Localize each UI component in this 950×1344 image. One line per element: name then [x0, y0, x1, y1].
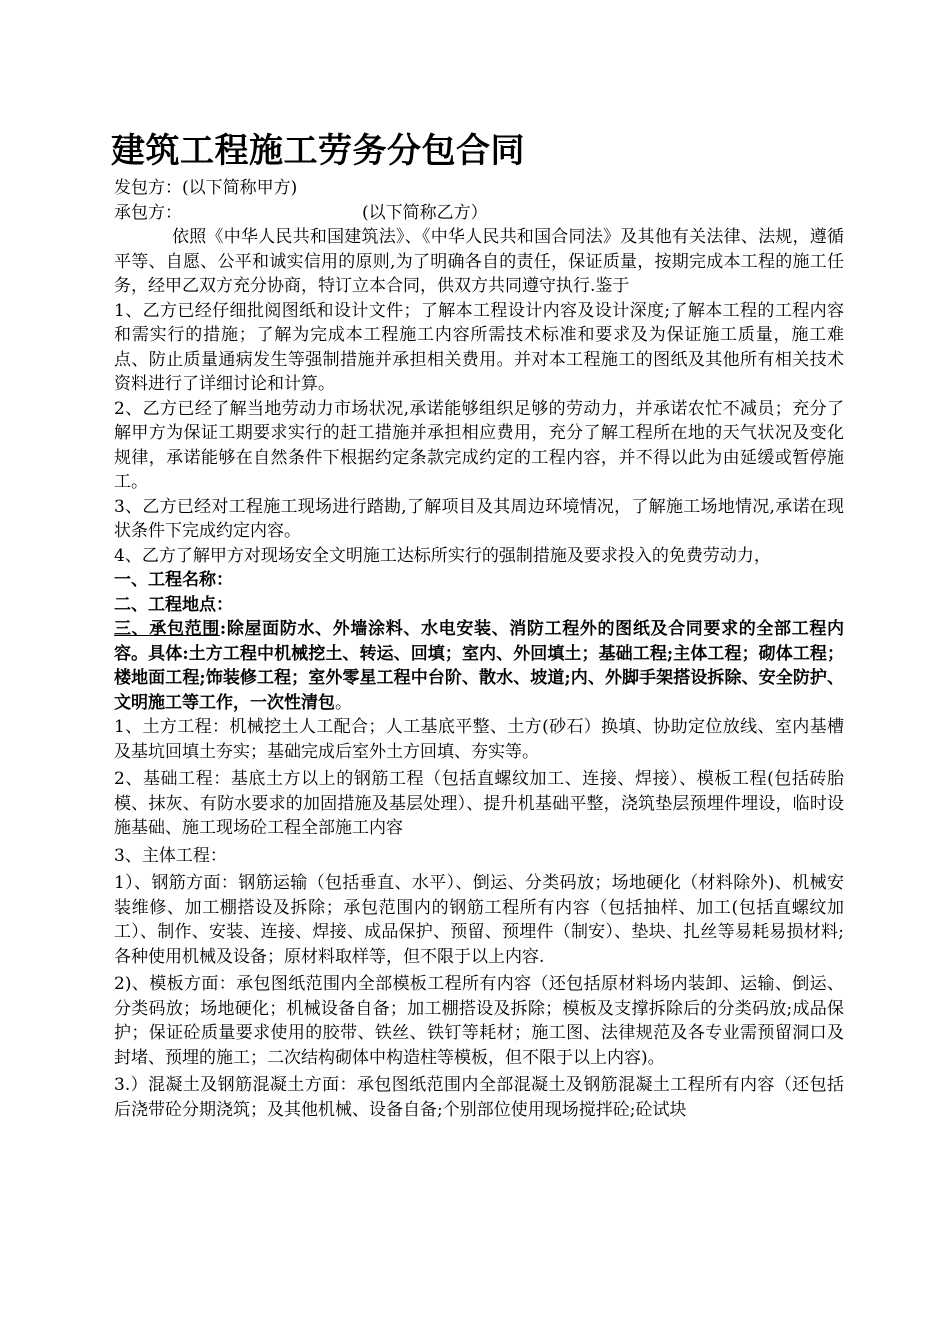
- scope-main-structure: 3、主体工程：: [114, 845, 227, 866]
- section-project-location: 二、工程地点：: [114, 594, 233, 615]
- section-scope-end: 。: [335, 692, 352, 713]
- document-title: 建筑工程施工劳务分包合同: [111, 131, 525, 171]
- recital-2: 2、乙方已经了解当地劳动力市场状况,承诺能够组织足够的劳动力，并承诺农忙不减员；充分了解甲方为保证工期要求实行的赶工措施并承担相应费用，充分了解工程所在地的天气状况及变化规律，承诺能够在自然条件下根据约定条款完成约定的工程内容，并不得以此为由延缓或暂停施工。: [114, 398, 844, 492]
- recital-3: 3、乙方已经对工程施工现场进行踏勘,了解项目及其周边环境情况，了解施工场地情况,承诺在现状条件下完成约定内容。: [114, 496, 844, 541]
- section-scope-text: :除屋面防水、外墙涂料、水电安装、消防工程外的图纸及合同要求的全部工程内容。具体:土方工程中机械挖土、转运、回填；室内、外回填土；基础工程;主体工程；砌体工程；楼地面工程;饰装修工程；室外零星工程中台阶、散水、坡道;内、外脚手架搭设拆除、安全防护、文明施工等工作，一次性清包: [114, 619, 845, 713]
- recital-1: 1、乙方已经仔细批阅图纸和设计文件；了解本工程设计内容及设计深度;了解本工程的工程内容和需实行的措施；了解为完成本工程施工内容所需技术标准和要求及为保证施工质量，施工难点、防止质量通病发生等强制措施并承担相关费用。并对本工程施工的图纸及其他所有相关技术资料进行了详细讨论和计算。: [114, 300, 844, 394]
- section-scope: [114, 617, 844, 715]
- recital-4: 4、乙方了解甲方对现场安全文明施工达标所实行的强制措施及要求投入的免费劳动力，: [114, 545, 771, 566]
- party-b-line: [114, 201, 844, 226]
- party-a-line: 发包方：(以下简称甲方): [114, 178, 298, 198]
- scope-foundation: 2、基础工程：基底土方以上的钢筋工程（包括直螺纹加工、连接、焊接）、模板工程(包括砖胎模、抹灰、有防水要求的加固措施及基层处理）、提升机基础平整，浇筑垫层预埋件埋设，临时设施基础、施工现场砼工程全部施工内容: [114, 769, 844, 838]
- scope-formwork: 2)、模板方面：承包图纸范围内全部模板工程所有内容（还包括原材料场内装卸、运输、倒运、分类码放；场地硬化；机械设备自备；加工棚搭设及拆除；模板及支撑拆除后的分类码放;成品保护；保证砼质量要求使用的胶带、铁丝、铁钉等耗材；施工图、法律规范及各专业需预留洞口及封堵、预埋的施工；二次结构砌体中构造柱等模板，但不限于以上内容)。: [114, 974, 844, 1068]
- scope-rebar: 1）、钢筋方面：钢筋运输（包括垂直、水平）、倒运、分类码放；场地硬化（材料除外)、机械安装维修、加工棚搭设及拆除；承包范围内的钢筋工程所有内容（包括抽样、加工(包括直螺纹加工）、制作、安装、连接、焊接、成品保护、预留、预埋件（制安）、垫块、扎丝等易耗易损材料;各种使用机械及设备；原材料取样等，但不限于以上内容.: [114, 873, 844, 967]
- intro-paragraph: 依照《中华人民共和国建筑法》、《中华人民共和国合同法》及其他有关法律、法规，遵循平等、自愿、公平和诚实信用的原则,为了明确各自的责任，保证质量，按期完成本工程的施工任务，经甲乙双方充分协商，特订立本合同，供双方共同遵守执行.鉴于: [114, 227, 844, 296]
- scope-earthwork: 1、土方工程：机械挖土人工配合；人工基底平整、土方(砂石）换填、协助定位放线、室内基槽及基坑回填土夯实；基础完成后室外土方回填、夯实等。: [114, 717, 844, 762]
- scope-concrete: 3.）混凝土及钢筋混凝土方面：承包图纸范围内全部混凝土及钢筋混凝土工程所有内容（还包括后浇带砼分期浇筑；及其他机械、设备自备;个别部位使用现场搅拌砼;砼试块: [114, 1075, 844, 1120]
- contract-page: [111, 128, 845, 1122]
- section-scope-label: 三、承包范围: [114, 619, 220, 639]
- party-b-note: (以下简称乙方）: [362, 202, 488, 223]
- party-b-label: 承包方：: [114, 202, 182, 223]
- section-project-name: 一、工程名称：: [114, 570, 233, 590]
